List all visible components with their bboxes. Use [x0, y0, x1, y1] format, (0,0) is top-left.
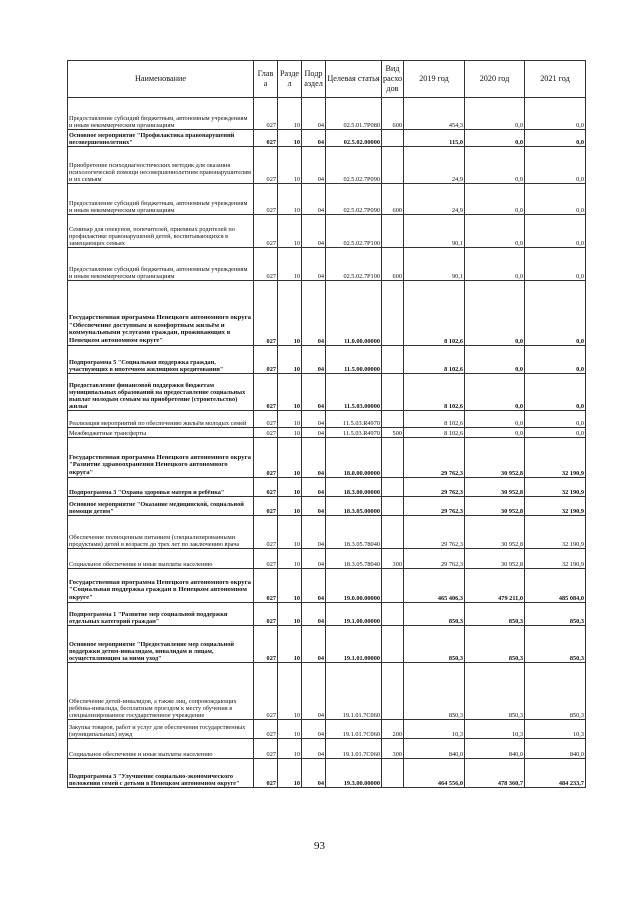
row-2020-cell: 0,0 [465, 98, 525, 130]
row-2021-cell: 840,0 [525, 739, 586, 759]
row-2020-cell: 850,3 [465, 603, 525, 626]
row-expense-type-cell [382, 346, 404, 374]
row-razdel-cell: 10 [278, 428, 302, 438]
row-article-cell: 02.5.02.7Р100 [326, 248, 382, 281]
row-expense-type-cell: 500 [382, 428, 404, 438]
row-glava-cell: 027 [254, 428, 278, 438]
row-podrazdel-cell: 04 [302, 739, 326, 759]
column-header-glava: Глав а [254, 61, 278, 98]
row-name-cell: Предоставление субсидий бюджетным, автономным учреждениям и иным некоммерческим организациям [68, 248, 254, 281]
row-name-cell: Подпрограмма 1 "Развитие мер социальной поддержки отдельных категорий граждан" [68, 603, 254, 626]
row-glava-cell: 027 [254, 549, 278, 569]
row-razdel-cell: 10 [278, 215, 302, 248]
row-razdel-cell: 10 [278, 346, 302, 374]
row-razdel-cell: 10 [278, 98, 302, 130]
row-2019-cell: 24,9 [404, 147, 465, 184]
row-podrazdel-cell: 04 [302, 549, 326, 569]
row-article-cell: 18.3.00.00000 [326, 478, 382, 497]
row-razdel-cell: 10 [278, 248, 302, 281]
row-razdel-cell: 10 [278, 569, 302, 603]
row-article-cell: 02.5.02.7Р090 [326, 147, 382, 184]
row-2019-cell: 10,3 [404, 720, 465, 739]
row-razdel-cell: 10 [278, 739, 302, 759]
row-2019-cell: 8 102,6 [404, 374, 465, 411]
row-razdel-cell: 10 [278, 184, 302, 215]
row-2021-cell: 0,0 [525, 215, 586, 248]
row-expense-type-cell [382, 478, 404, 497]
column-header-2021: 2021 год [525, 61, 586, 98]
row-2020-cell: 30 952,8 [465, 478, 525, 497]
row-2019-cell: 850,3 [404, 603, 465, 626]
row-2021-cell: 10,3 [525, 720, 586, 739]
row-razdel-cell: 10 [278, 759, 302, 788]
row-article-cell: 18.3.05.78040 [326, 549, 382, 569]
row-2019-cell: 29 762,3 [404, 516, 465, 549]
row-name-cell: Социальное обеспечение и иные выплаты населению [68, 549, 254, 569]
row-expense-type-cell [382, 759, 404, 788]
row-2021-cell: 32 190,9 [525, 516, 586, 549]
table-row [68, 428, 586, 438]
row-glava-cell: 027 [254, 438, 278, 478]
row-razdel-cell: 10 [278, 603, 302, 626]
row-2019-cell: 850,3 [404, 626, 465, 663]
row-podrazdel-cell: 04 [302, 130, 326, 147]
row-2020-cell: 0,0 [465, 428, 525, 438]
row-2020-cell: 30 952,8 [465, 516, 525, 549]
row-podrazdel-cell: 04 [302, 374, 326, 411]
row-razdel-cell: 10 [278, 497, 302, 516]
row-2020-cell: 0,0 [465, 184, 525, 215]
row-article-cell: 11.5.03.00000 [326, 374, 382, 411]
row-name-cell: Социальное обеспечение и иные выплаты населению [68, 739, 254, 759]
row-glava-cell: 027 [254, 497, 278, 516]
row-2019-cell: 850,3 [404, 663, 465, 720]
row-glava-cell: 027 [254, 281, 278, 346]
row-glava-cell: 027 [254, 98, 278, 130]
row-2020-cell: 0,0 [465, 215, 525, 248]
row-2020-cell: 10,3 [465, 720, 525, 739]
row-2020-cell: 840,0 [465, 739, 525, 759]
row-2021-cell: 0,0 [525, 428, 586, 438]
row-glava-cell: 027 [254, 626, 278, 663]
table-row [68, 346, 586, 374]
row-2021-cell: 32 190,9 [525, 438, 586, 478]
row-article-cell: 18.3.05.00000 [326, 497, 382, 516]
row-expense-type-cell [382, 516, 404, 549]
row-podrazdel-cell: 04 [302, 248, 326, 281]
row-podrazdel-cell: 04 [302, 281, 326, 346]
row-glava-cell: 027 [254, 603, 278, 626]
row-2021-cell: 485 084,0 [525, 569, 586, 603]
row-name-cell: Основное мероприятие "Оказание медицинской, социальной помощи детям" [68, 497, 254, 516]
table-row [68, 438, 586, 478]
row-expense-type-cell [382, 497, 404, 516]
row-name-cell: Подпрограмма 3 "Улучшение социально-экономического положения семей с детьми в Ненецком автономном округе" [68, 759, 254, 788]
table-body [68, 98, 586, 788]
row-glava-cell: 027 [254, 215, 278, 248]
row-podrazdel-cell: 04 [302, 215, 326, 248]
row-expense-type-cell [382, 626, 404, 663]
row-name-cell: Подпрограмма 5 "Социальная поддержка граждан, участвующих в ипотечном жилищном кредитовании" [68, 346, 254, 374]
row-podrazdel-cell: 04 [302, 184, 326, 215]
row-razdel-cell: 10 [278, 438, 302, 478]
row-article-cell: 11.5.03.R4970 [326, 411, 382, 428]
row-2020-cell: 850,3 [465, 626, 525, 663]
row-podrazdel-cell: 04 [302, 516, 326, 549]
row-expense-type-cell: 200 [382, 720, 404, 739]
row-podrazdel-cell: 04 [302, 346, 326, 374]
row-article-cell: 11.0.00.00000 [326, 281, 382, 346]
row-podrazdel-cell: 04 [302, 626, 326, 663]
row-2021-cell: 484 233,7 [525, 759, 586, 788]
row-razdel-cell: 10 [278, 549, 302, 569]
table-row [68, 626, 586, 663]
row-name-cell: Приобретение психодиагностических методик для оказания психологической помощи несовершеннолетним правонарушителям и их семьям [68, 147, 254, 184]
column-header-name: Наименование [68, 61, 254, 98]
table-row [68, 130, 586, 147]
row-podrazdel-cell: 04 [302, 478, 326, 497]
row-2020-cell: 30 952,8 [465, 549, 525, 569]
row-2021-cell: 0,0 [525, 346, 586, 374]
row-2019-cell: 29 762,3 [404, 438, 465, 478]
column-header-2019: 2019 год [404, 61, 465, 98]
row-2019-cell: 8 102,6 [404, 346, 465, 374]
row-podrazdel-cell: 04 [302, 411, 326, 428]
row-expense-type-cell [382, 147, 404, 184]
row-name-cell: Семинар для опекунов, попечителей, приемных родителей по профилактике правонарушений детей, воспитывающихся в замещающих семьях [68, 215, 254, 248]
row-razdel-cell: 10 [278, 147, 302, 184]
row-article-cell: 02.5.02.00000 [326, 130, 382, 147]
row-podrazdel-cell: 04 [302, 663, 326, 720]
row-expense-type-cell: 300 [382, 549, 404, 569]
row-2021-cell: 0,0 [525, 98, 586, 130]
row-expense-type-cell [382, 281, 404, 346]
row-2019-cell: 29 762,3 [404, 549, 465, 569]
row-glava-cell: 027 [254, 663, 278, 720]
row-name-cell: Основное мероприятие "Предоставление мер социальной поддержки детям-инвалидам, инвалидам и лицам, осуществляющим за ними уход" [68, 626, 254, 663]
table-row [68, 603, 586, 626]
table-row [68, 98, 586, 130]
row-2019-cell: 29 762,3 [404, 497, 465, 516]
row-podrazdel-cell: 04 [302, 759, 326, 788]
row-2021-cell: 850,3 [525, 663, 586, 720]
table-row [68, 248, 586, 281]
row-2020-cell: 0,0 [465, 248, 525, 281]
table-row [68, 549, 586, 569]
row-podrazdel-cell: 04 [302, 497, 326, 516]
row-2020-cell: 0,0 [465, 281, 525, 346]
row-expense-type-cell [382, 663, 404, 720]
row-2021-cell: 32 190,9 [525, 497, 586, 516]
row-2021-cell: 850,3 [525, 626, 586, 663]
row-2020-cell: 0,0 [465, 130, 525, 147]
row-2021-cell: 0,0 [525, 147, 586, 184]
row-article-cell: 19.0.00.00000 [326, 569, 382, 603]
row-2020-cell: 0,0 [465, 374, 525, 411]
row-expense-type-cell [382, 411, 404, 428]
table-row [68, 147, 586, 184]
row-article-cell: 02.5.02.7Р100 [326, 215, 382, 248]
row-2019-cell: 90,1 [404, 215, 465, 248]
table-row [68, 478, 586, 497]
row-expense-type-cell [382, 215, 404, 248]
row-expense-type-cell [382, 438, 404, 478]
row-name-cell: Подпрограмма 3 "Охрана здоровья матери и ребёнка" [68, 478, 254, 497]
row-2021-cell: 0,0 [525, 374, 586, 411]
row-2019-cell: 29 762,3 [404, 478, 465, 497]
row-expense-type-cell: 300 [382, 739, 404, 759]
row-2020-cell: 478 360,7 [465, 759, 525, 788]
row-expense-type-cell: 600 [382, 184, 404, 215]
row-razdel-cell: 10 [278, 374, 302, 411]
row-2020-cell: 850,3 [465, 663, 525, 720]
row-name-cell: Предоставление субсидий бюджетным, автономным учреждениям и иным некоммерческим организациям [68, 184, 254, 215]
row-2020-cell: 0,0 [465, 411, 525, 428]
row-glava-cell: 027 [254, 130, 278, 147]
row-glava-cell: 027 [254, 184, 278, 215]
row-2020-cell: 0,0 [465, 147, 525, 184]
row-name-cell: Основное мероприятие "Профилактика правонарушений несовершеннолетних" [68, 130, 254, 147]
row-article-cell: 19.1.01.7С060 [326, 720, 382, 739]
row-expense-type-cell [382, 374, 404, 411]
row-razdel-cell: 10 [278, 720, 302, 739]
row-glava-cell: 027 [254, 147, 278, 184]
row-razdel-cell: 10 [278, 130, 302, 147]
row-2019-cell: 464 556,0 [404, 759, 465, 788]
table-header-row [68, 61, 586, 98]
table-row [68, 516, 586, 549]
table-row [68, 184, 586, 215]
row-2021-cell: 0,0 [525, 184, 586, 215]
row-razdel-cell: 10 [278, 281, 302, 346]
row-2019-cell: 454,3 [404, 98, 465, 130]
row-2020-cell: 30 952,8 [465, 497, 525, 516]
row-article-cell: 19.3.00.00000 [326, 759, 382, 788]
row-article-cell: 02.5.02.7Р090 [326, 184, 382, 215]
row-2021-cell: 850,3 [525, 603, 586, 626]
table-row [68, 497, 586, 516]
row-article-cell: 18.3.05.78040 [326, 516, 382, 549]
row-2021-cell: 0,0 [525, 281, 586, 346]
row-2019-cell: 24,9 [404, 184, 465, 215]
table-row [68, 720, 586, 739]
row-2020-cell: 479 211,0 [465, 569, 525, 603]
row-2021-cell: 0,0 [525, 248, 586, 281]
row-2020-cell: 30 952,8 [465, 438, 525, 478]
row-expense-type-cell [382, 130, 404, 147]
row-article-cell: 18.0.00.00000 [326, 438, 382, 478]
row-name-cell: Государственная программа Ненецкого автономного округа "Развитие здравоохранения Ненецкого автономного округа" [68, 438, 254, 478]
row-name-cell: Закупка товаров, работ и услуг для обеспечения государственных (муниципальных) нужд [68, 720, 254, 739]
row-podrazdel-cell: 04 [302, 98, 326, 130]
row-podrazdel-cell: 04 [302, 147, 326, 184]
row-2021-cell: 0,0 [525, 130, 586, 147]
row-name-cell: Межбюджетные трансферты [68, 428, 254, 438]
row-name-cell: Обеспечение детей-инвалидов, а также лиц, сопровождающих ребёнка-инвалида, бесплатным проездом к месту обучения в специализированное государственное учреждение [68, 663, 254, 720]
row-razdel-cell: 10 [278, 478, 302, 497]
row-article-cell: 19.1.00.00000 [326, 603, 382, 626]
row-glava-cell: 027 [254, 411, 278, 428]
row-expense-type-cell: 600 [382, 248, 404, 281]
row-article-cell: 02.5.01.7Р080 [326, 98, 382, 130]
row-podrazdel-cell: 04 [302, 603, 326, 626]
row-article-cell: 11.5.00.00000 [326, 346, 382, 374]
row-podrazdel-cell: 04 [302, 569, 326, 603]
row-podrazdel-cell: 04 [302, 438, 326, 478]
row-article-cell: 19.1.01.00000 [326, 626, 382, 663]
row-expense-type-cell [382, 603, 404, 626]
row-2019-cell: 840,0 [404, 739, 465, 759]
row-2021-cell: 32 190,9 [525, 549, 586, 569]
row-name-cell: Обеспечение полноценным питанием (специализированными продуктами) детей в возрасте до трех лет по заключению врача [68, 516, 254, 549]
table-row [68, 374, 586, 411]
row-glava-cell: 027 [254, 374, 278, 411]
row-2019-cell: 8 102,6 [404, 281, 465, 346]
row-glava-cell: 027 [254, 478, 278, 497]
row-name-cell: Государственная программа Ненецкого автономного округа "Обеспечение доступным и комфортным жильём и коммунальными услугами граждан, проживающих в Ненецком автономном округе" [68, 281, 254, 346]
row-2020-cell: 0,0 [465, 346, 525, 374]
column-header-expense-type: Вид расхо дов [382, 61, 404, 98]
row-2019-cell: 8 102,6 [404, 428, 465, 438]
row-name-cell: Предоставление субсидий бюджетным, автономным учреждениям и иным некоммерческим организациям [68, 98, 254, 130]
column-header-2020: 2020 год [465, 61, 525, 98]
table-row [68, 569, 586, 603]
row-glava-cell: 027 [254, 720, 278, 739]
row-razdel-cell: 10 [278, 663, 302, 720]
row-article-cell: 19.1.01.7С060 [326, 663, 382, 720]
row-razdel-cell: 10 [278, 626, 302, 663]
row-razdel-cell: 10 [278, 411, 302, 428]
row-article-cell: 11.5.03.R4970 [326, 428, 382, 438]
table-row [68, 759, 586, 788]
row-2019-cell: 115,0 [404, 130, 465, 147]
column-header-target-article: Целевая статья [326, 61, 382, 98]
row-glava-cell: 027 [254, 346, 278, 374]
row-expense-type-cell [382, 569, 404, 603]
page-number: 93 [314, 840, 325, 852]
table-row [68, 411, 586, 428]
row-2019-cell: 90,1 [404, 248, 465, 281]
row-name-cell: Предоставление финансовой поддержки бюджетам муниципальных образований на предоставление социальных выплат молодым семьям на приобретение (строительство) жилья [68, 374, 254, 411]
row-article-cell: 19.1.01.7С060 [326, 739, 382, 759]
table-row [68, 663, 586, 720]
row-2021-cell: 0,0 [525, 411, 586, 428]
row-glava-cell: 027 [254, 759, 278, 788]
row-glava-cell: 027 [254, 516, 278, 549]
table-row [68, 739, 586, 759]
row-2019-cell: 8 102,6 [404, 411, 465, 428]
budget-table [67, 60, 586, 788]
row-name-cell: Реализация мероприятий по обеспечению жильём молодых семей [68, 411, 254, 428]
row-podrazdel-cell: 04 [302, 428, 326, 438]
row-razdel-cell: 10 [278, 516, 302, 549]
column-header-razdel: Разде л [278, 61, 302, 98]
row-podrazdel-cell: 04 [302, 720, 326, 739]
row-name-cell: Государственная программа Ненецкого автономного округа "Социальная поддержка граждан в Ненецком автономном округе" [68, 569, 254, 603]
row-glava-cell: 027 [254, 739, 278, 759]
row-glava-cell: 027 [254, 248, 278, 281]
row-glava-cell: 027 [254, 569, 278, 603]
column-header-podrazdel: Подр аздел [302, 61, 326, 98]
table-row [68, 281, 586, 346]
row-2019-cell: 465 406,3 [404, 569, 465, 603]
row-2021-cell: 32 190,9 [525, 478, 586, 497]
row-expense-type-cell: 600 [382, 98, 404, 130]
table-row [68, 215, 586, 248]
